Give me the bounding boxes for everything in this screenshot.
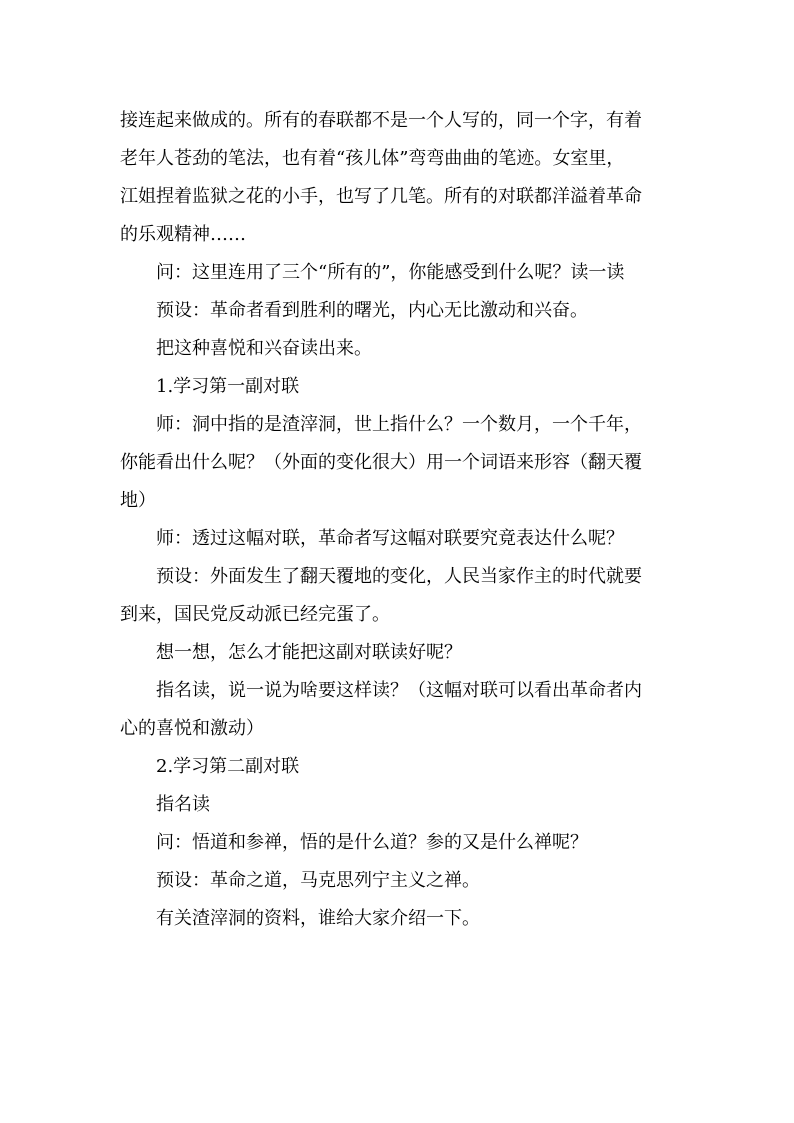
text-line: 地） [120,490,156,511]
text-line: 指名读，说一说为啥要这样读？（这幅对联可以看出革命者内 [156,680,642,701]
text-line: 问：这里连用了三个“所有的”，你能感受到什么呢？读一读 [156,262,625,283]
text-line: 江姐捏着监狱之花的小手，也写了几笔。所有的对联都洋溢着革命 [120,186,642,207]
text-line: 预设：革命者看到胜利的曙光，内心无比激动和兴奋。 [156,300,588,321]
text-line: 师：透过这幅对联，革命者写这幅对联要究竟表达什么呢？ [156,528,624,549]
text-line: 想一想，怎么才能把这副对联读好呢？ [156,642,462,663]
text-line: 预设：革命之道，马克思列宁主义之禅。 [156,870,480,891]
text-line: 的乐观精神…… [120,224,246,245]
text-line: 问：悟道和参禅，悟的是什么道？参的又是什么禅呢？ [156,832,588,853]
text-line: 到来，国民党反动派已经完蛋了。 [120,604,390,625]
text-line: 把这种喜悦和兴奋读出来。 [156,338,372,359]
text-line: 老年人苍劲的笔法，也有着“孩儿体”弯弯曲曲的笔迹。女室里， [120,148,625,169]
text-line: 预设：外面发生了翻天覆地的变化，人民当家作主的时代就要 [156,566,642,587]
text-line: 接连起来做成的。所有的春联都不是一个人写的，同一个字，有着 [120,110,642,131]
text-line: 心的喜悦和激动） [120,718,264,739]
text-line: 有关渣滓洞的资料，谁给大家介绍一下。 [156,908,480,929]
body-text [120,102,680,938]
text-line: 你能看出什么呢？（外面的变化很大）用一个词语来形容（翻天覆 [120,452,642,473]
text-line: 师：洞中指的是渣滓洞，世上指什么？一个数月，一个千年， [156,414,642,435]
section-heading: 2.学习第二副对联 [156,756,300,777]
section-heading: 1.学习第一副对联 [156,376,300,397]
text-line: 指名读 [156,794,210,815]
